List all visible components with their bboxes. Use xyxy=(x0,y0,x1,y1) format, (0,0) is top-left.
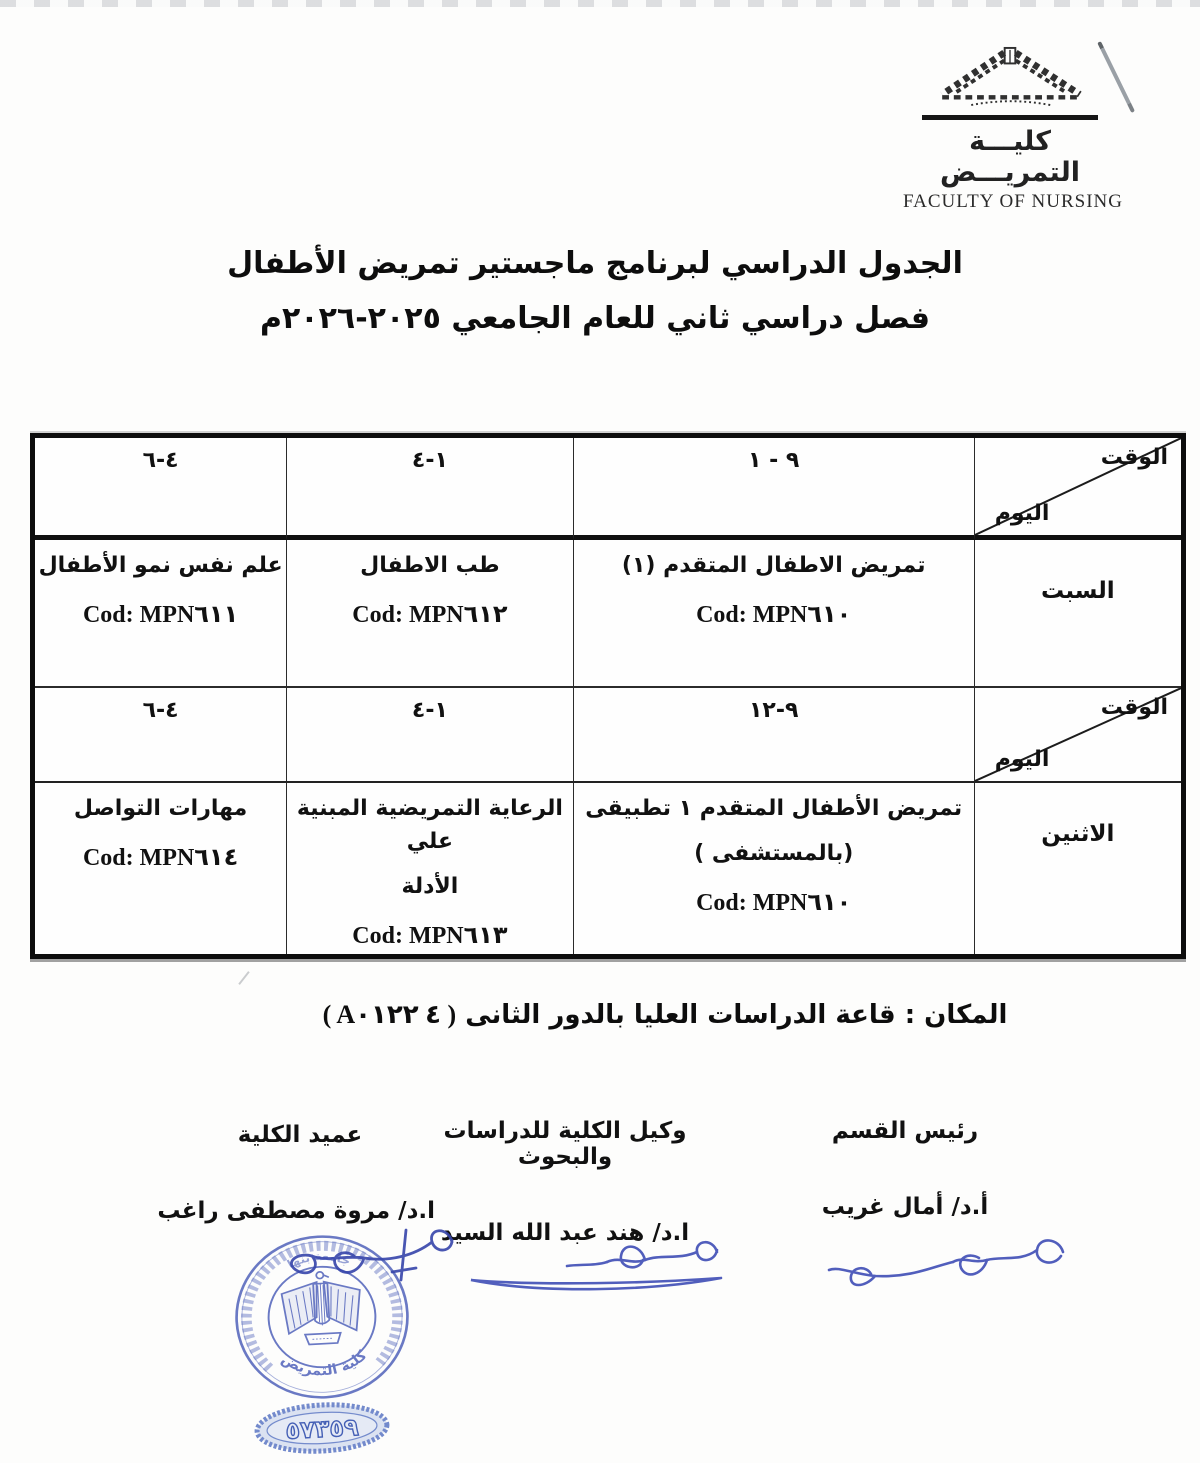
signature-block-dean xyxy=(157,1122,435,1224)
corner-time-label: الوقت xyxy=(1100,695,1168,720)
course-cell xyxy=(287,540,574,688)
course-cell xyxy=(574,783,975,954)
signature-block-department-head xyxy=(780,1118,1030,1220)
time-slot-header: ١-٤ xyxy=(287,438,574,540)
time-slot-header: ١-٤ xyxy=(287,688,574,783)
pyramid-logo-icon xyxy=(910,46,1110,108)
day-cell-saturday: السبت xyxy=(975,540,1181,688)
signature-dean xyxy=(170,1210,470,1295)
course-cell xyxy=(35,540,287,688)
course-name: الرعاية التمريضية المبنية علي xyxy=(296,796,563,854)
signatory-title: عميد الكلية xyxy=(237,1122,363,1148)
location-text: قاعة الدراسات العليا بالدور الثانى xyxy=(465,1000,896,1030)
signature-department-head xyxy=(815,1226,1080,1296)
svg-text:كلية التمريض xyxy=(277,1347,371,1382)
room-code: ( A٤ ٠١٢٢ ) xyxy=(322,1000,457,1029)
corner-day-label: اليوم xyxy=(994,747,1050,772)
course-code: Cod: MPN٦١٣ xyxy=(352,923,508,949)
stamp-faculty-text: كلية التمريض xyxy=(278,1347,371,1380)
document-title xyxy=(100,246,1090,336)
number-stamp xyxy=(252,1402,392,1454)
title-line-1: الجدول الدراسي لبرنامج ماجستير تمريض الأطفال xyxy=(227,246,963,281)
location-line xyxy=(165,1000,1165,1030)
course-code: Cod: MPN٦١١ xyxy=(82,602,239,628)
course-name: تمريض الأطفال المتقدم ١ تطبيقى xyxy=(585,796,963,821)
corner-time-label: الوقت xyxy=(1100,445,1168,470)
stray-pencil-mark xyxy=(238,971,249,985)
course-name-line2: (بالمستشفى ) xyxy=(694,841,854,866)
course-cell xyxy=(574,540,975,688)
course-name: طب الاطفال xyxy=(360,553,500,578)
stamp-number: ٥٧٣٥٩ xyxy=(284,1413,360,1445)
time-slot-header: ٤-٦ xyxy=(35,688,287,783)
schedule-table xyxy=(30,433,1186,959)
course-code: Cod: MPN٦١٠ xyxy=(696,890,852,916)
course-cell xyxy=(287,783,574,954)
faculty-logo xyxy=(903,46,1123,213)
title-line-2: فصل دراسي ثاني للعام الجامعي ٢٠٢٥-٢٠٢٦م xyxy=(259,301,931,336)
course-name: مهارات التواصل xyxy=(73,796,248,821)
time-slot-header: ٩ - ١ xyxy=(574,438,975,540)
course-name-line2: الأدلة xyxy=(401,874,459,899)
time-day-corner-cell xyxy=(975,438,1181,540)
time-slot-header: ٩-١٢ xyxy=(574,688,975,783)
day-cell-monday: الاثنين xyxy=(1041,821,1115,847)
signatory-name: أ.د/ أمال غريب xyxy=(821,1194,989,1220)
location-label: المكان : xyxy=(904,1000,1008,1030)
signature-vice-dean xyxy=(455,1228,740,1303)
signatory-name: ا.د/ هند عبد الله السيد xyxy=(440,1220,690,1246)
course-name: تمريض الاطفال المتقدم (١) xyxy=(621,553,926,578)
time-slot-header: ٤-٦ xyxy=(35,438,287,540)
signature-block-vice-dean xyxy=(430,1118,700,1246)
signatory-name: ا.د/ مروة مصطفى راغب xyxy=(157,1198,435,1224)
course-code: Cod: MPN٦١٤ xyxy=(82,845,239,871)
signatory-title: رئيس القسم xyxy=(831,1118,979,1144)
logo-english-name: FACULTY OF NURSING xyxy=(903,191,1123,212)
course-code: Cod: MPN٦١٠ xyxy=(696,602,852,628)
course-code: Cod: MPN٦١٢ xyxy=(352,602,508,628)
course-name: علم نفس نمو الأطفال xyxy=(38,553,283,578)
corner-day-label: اليوم xyxy=(994,501,1050,526)
scan-edge-artifact xyxy=(0,0,1200,7)
stamp-university-text: جامعة بنها xyxy=(284,1249,353,1272)
signatory-title: وكيل الكلية للدراسات والبحوث xyxy=(443,1118,687,1170)
logo-arabic-name: كليـــة التمريـــض xyxy=(940,126,1080,188)
logo-divider xyxy=(922,115,1098,120)
time-day-corner-cell xyxy=(975,688,1181,783)
course-cell xyxy=(35,783,287,954)
